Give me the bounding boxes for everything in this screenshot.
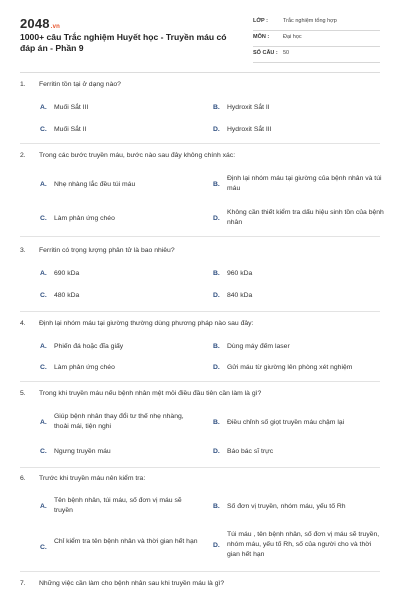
question-separator: [20, 571, 380, 572]
info-row-class: [253, 15, 380, 31]
question-separator: [20, 381, 380, 382]
question-text: 3. Ferritin có trọng lượng phân tử là bao nhiêu?: [20, 247, 175, 254]
question-separator: [20, 311, 380, 312]
logo-text: 2048: [20, 16, 50, 31]
logo-suffix: .vn: [50, 24, 61, 30]
info-label: SỐ CÂU :: [253, 50, 278, 56]
page-title: 1000+ câu Trắc nghiệm Huyết học - Truyền máu có đáp án - Phần 9: [20, 32, 227, 53]
info-row-subject: [253, 31, 380, 47]
info-value: 50: [283, 50, 290, 56]
question-separator: [20, 236, 380, 237]
question-text: 5. Trong khi truyền máu nếu bệnh nhân mệt mỏi điều đầu tiên cần làm là gì?: [20, 390, 262, 397]
info-label: LỚP :: [253, 18, 268, 24]
question-text: 4. Định lại nhóm máu tại giường thường dùng phương pháp nào sau đây:: [20, 320, 254, 327]
quiz-info: [253, 15, 380, 63]
page-header: [0, 0, 400, 72]
info-label: MÔN :: [253, 34, 270, 40]
info-row-count: [253, 47, 380, 63]
question-separator: [20, 143, 380, 144]
question-separator: [20, 467, 380, 468]
question-text: 1. Ferritin tồn tại ở dạng nào?: [20, 81, 121, 88]
question-text: 2. Trong các bước truyền máu, bước nào sau đây không chính xác:: [20, 152, 236, 159]
info-value: Trắc nghiệm tổng hợp: [283, 18, 337, 24]
site-logo[interactable]: [20, 16, 60, 31]
info-value: Đại học: [283, 34, 302, 40]
quiz-page: 2048.vn 1000+ câu Trắc nghiệm Huyết học - Truyền máu có đáp án - Phần 9 LỚP : Trắc nghiệm tổng hợp MÔN : Đại học SỐ CÂU : 50 1. Ferritin tồn tại ở dạng nào? A. Muối Sắt III B. Hydroxit Sắt II C. Muối Sắt II D. Hydroxit Sắt III 2. Trong các bước truyền máu, bước nào sau đây không chính xác: A. Nhẹ nhàng lắc đều túi máu B. Định lại nhóm máu tại giường của bệnh nhân và túi máu C. Làm phản ứng chéo D. Không cần thiết kiểm tra dấu hiệu sinh tồn của bệnh nhân 3. Ferritin có trọng lượng phân tử là bao nhiêu? A. 690 kDa B. 960 kDa C. 480 kDa D. 840 kDa 4. Định lại nhóm máu tại giường thường dùng phương pháp nào sau đây: A. Phiến đá hoặc đĩa giấy B. Dùng máy đếm laser C. Làm phản ứng chéo D. Gửi máu từ giường lên phòng xét nghiệm 5. Trong khi truyền máu nếu bệnh nhân mệt mỏi điều đầu tiên cần làm là gì? A. Giúp bệnh nhân thay đổi tư thế nhẹ nhàng, thoải mái, tiện nghi B. Điều chỉnh số giọt truyền máu chậm lại C. Ngưng truyền máu D. Báo bác sĩ trực 6. Trước khi truyền máu nên kiểm tra: A. Tên bệnh nhân, túi máu, số đơn vị máu sẽ truyền B. Số đơn vị truyền, nhóm máu, yếu tố Rh C. Chỉ kiểm tra tên bệnh nhân và thời gian hết hạn D. Túi máu , tên bệnh nhân, số đơn vị máu sẽ truyền, nhóm máu, yếu tố Rh, số của người cho và thời gian hết hạn 7. Những việc cần làm cho bệnh nhân sau khi truyền máu là gì?: [0, 0, 400, 600]
header-divider: [20, 72, 380, 73]
question-text: 6. Trước khi truyền máu nên kiểm tra:: [20, 475, 146, 482]
question-text: 7. Những việc cần làm cho bệnh nhân sau khi truyền máu là gì?: [20, 580, 225, 587]
